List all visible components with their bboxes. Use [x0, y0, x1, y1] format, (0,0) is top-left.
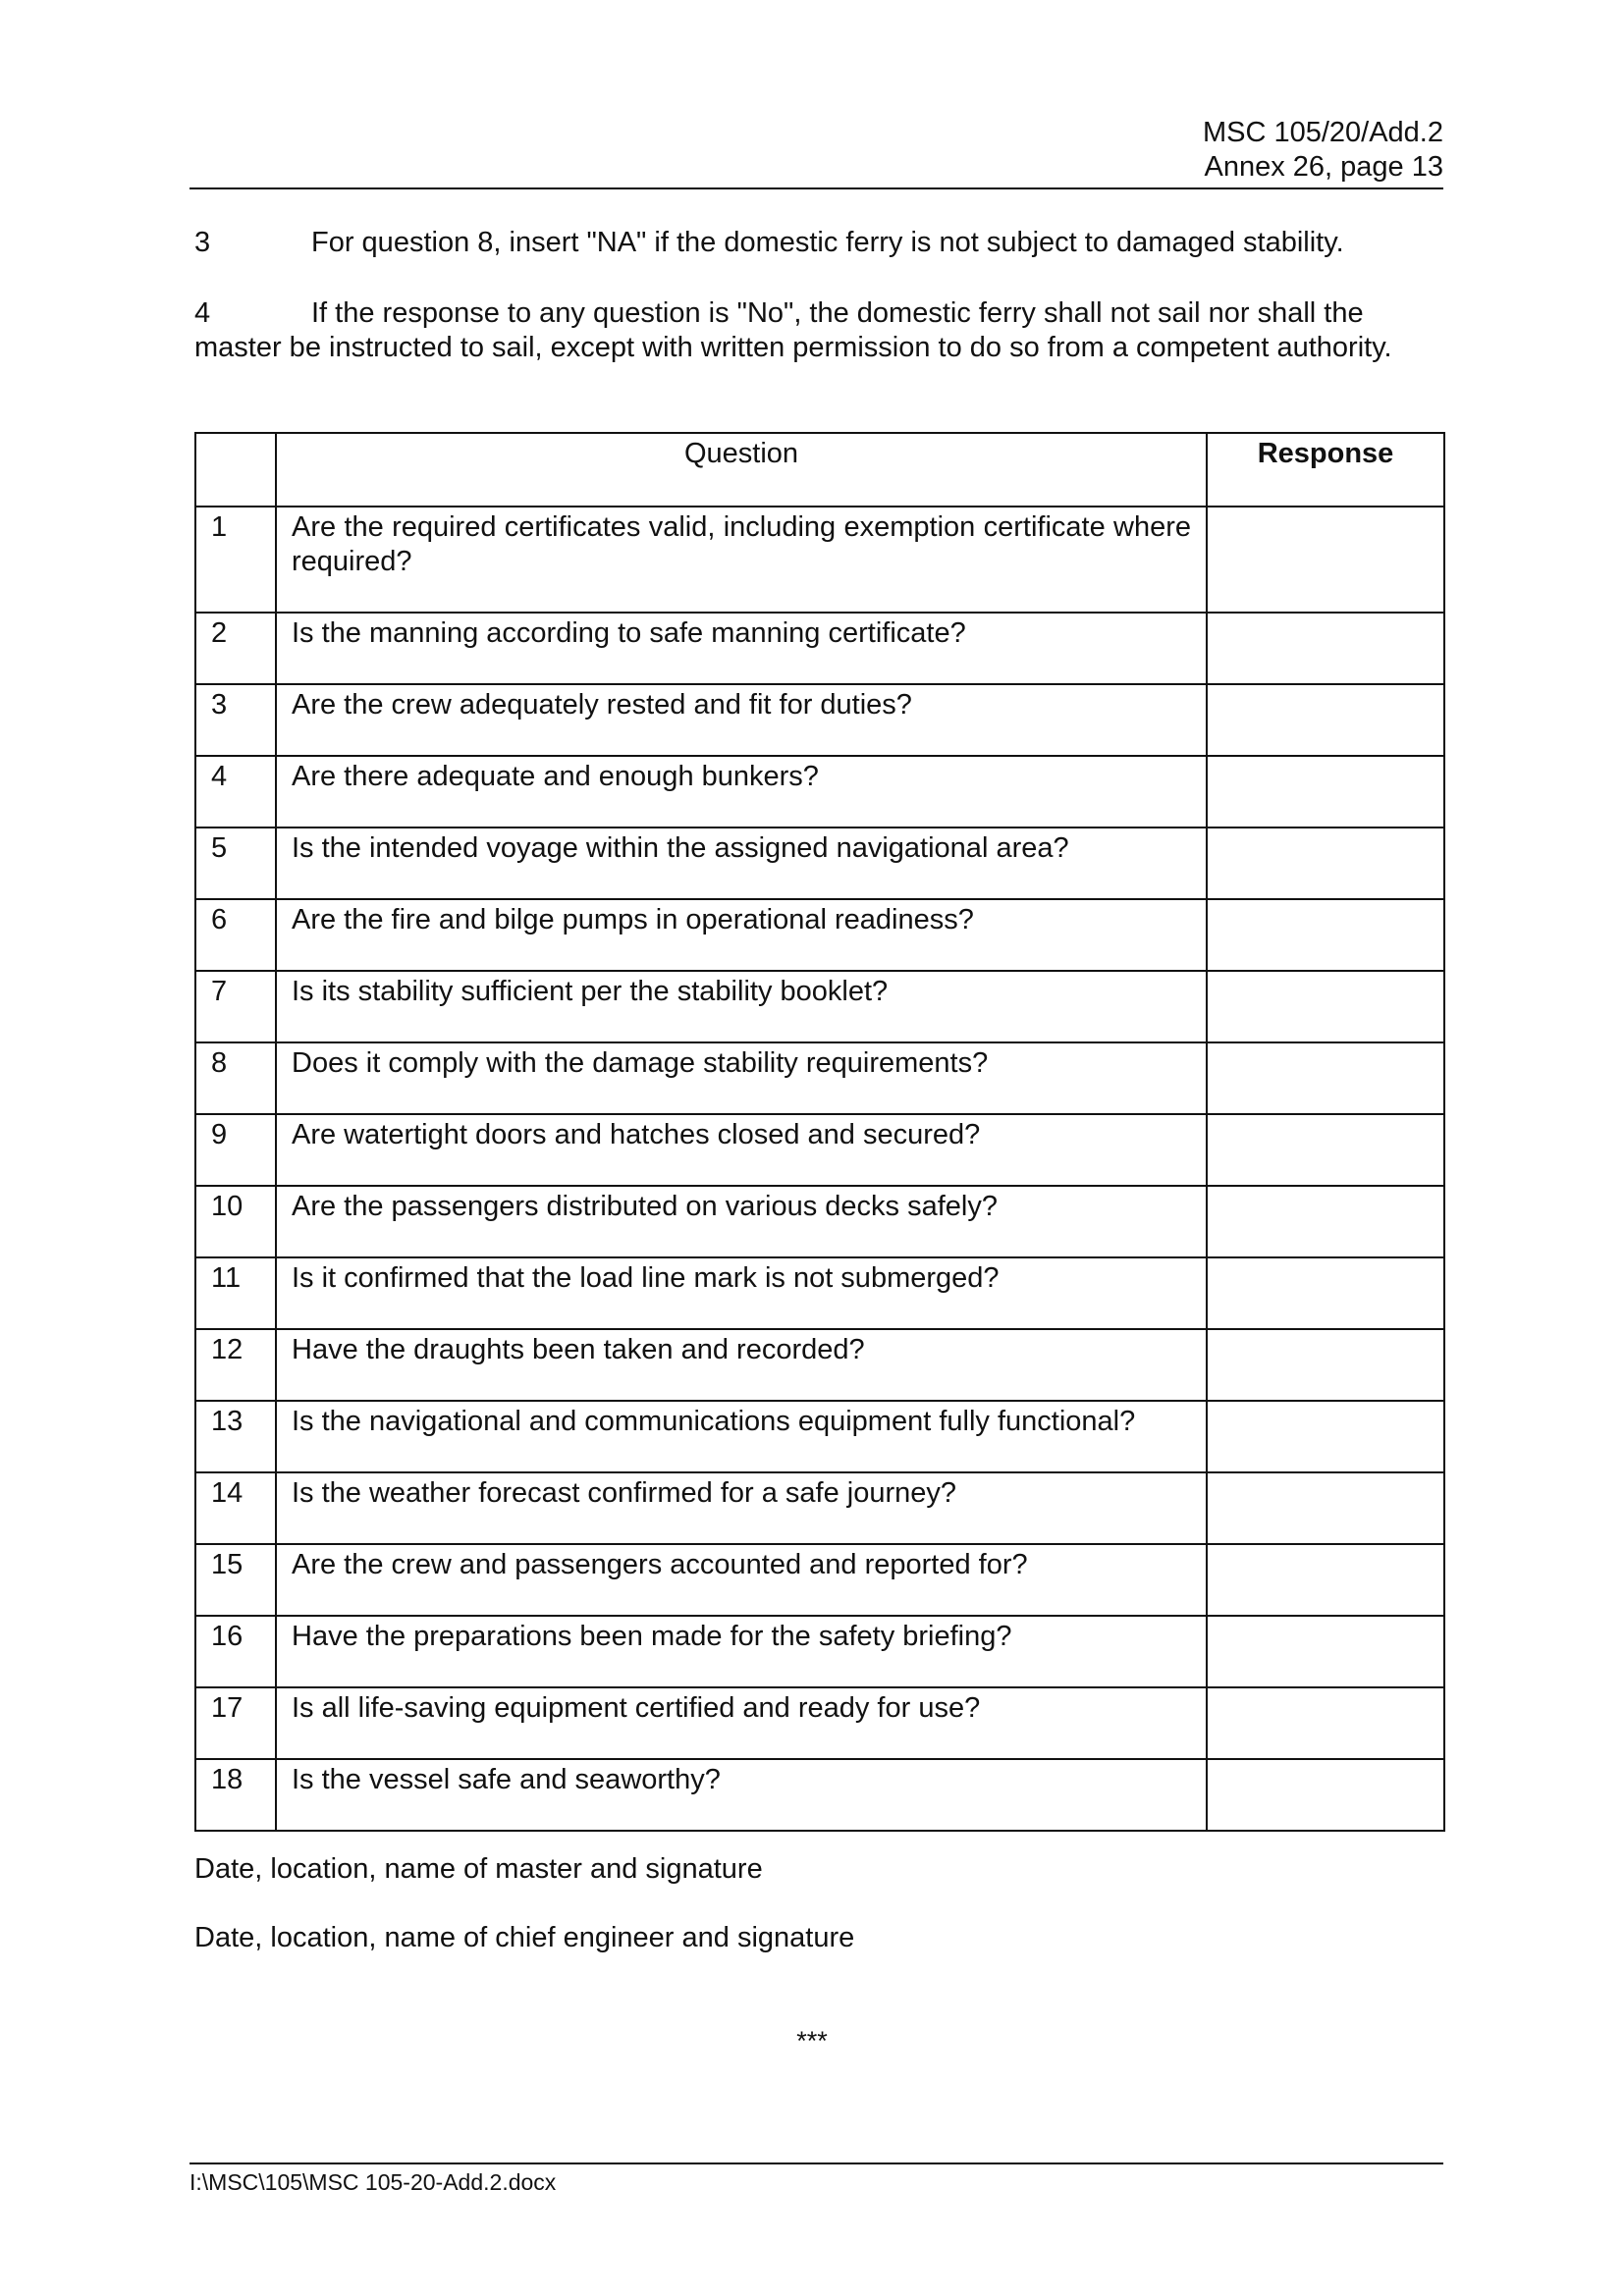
question-number: 9: [195, 1114, 276, 1186]
question-text: Is the manning according to safe manning certificate?: [276, 613, 1207, 684]
number-column-header: [195, 433, 276, 507]
question-number: 17: [195, 1687, 276, 1759]
question-text: Are watertight doors and hatches closed and secured?: [276, 1114, 1207, 1186]
table-row: [195, 1042, 1444, 1114]
response-cell[interactable]: [1207, 1401, 1444, 1472]
master-signature-line: Date, location, name of master and signature: [194, 1853, 763, 1885]
table-row: [195, 1544, 1444, 1616]
table-row: [195, 1257, 1444, 1329]
end-separator: ***: [796, 2026, 828, 2056]
chief-engineer-signature-line: Date, location, name of chief engineer and signature: [194, 1922, 855, 1953]
table-row: [195, 1616, 1444, 1687]
question-number: 10: [195, 1186, 276, 1257]
question-text: Are there adequate and enough bunkers?: [276, 756, 1207, 828]
response-cell[interactable]: [1207, 1114, 1444, 1186]
question-text: Are the passengers distributed on various decks safely?: [276, 1186, 1207, 1257]
question-text: Have the preparations been made for the safety briefing?: [276, 1616, 1207, 1687]
question-text: Is the weather forecast confirmed for a safe journey?: [276, 1472, 1207, 1544]
question-text: Have the draughts been taken and recorded?: [276, 1329, 1207, 1401]
response-cell[interactable]: [1207, 828, 1444, 899]
question-number: 8: [195, 1042, 276, 1114]
question-number: 18: [195, 1759, 276, 1831]
question-text: Is the intended voyage within the assigned navigational area?: [276, 828, 1207, 899]
response-cell[interactable]: [1207, 613, 1444, 684]
question-column-header: Question: [276, 433, 1207, 507]
table-row: [195, 828, 1444, 899]
response-cell[interactable]: [1207, 899, 1444, 971]
question-number: 1: [195, 507, 276, 613]
response-cell[interactable]: [1207, 756, 1444, 828]
table-row: [195, 1759, 1444, 1831]
response-cell[interactable]: [1207, 507, 1444, 613]
table-row: [195, 507, 1444, 613]
response-cell[interactable]: [1207, 1329, 1444, 1401]
response-cell[interactable]: [1207, 684, 1444, 756]
question-number: 2: [195, 613, 276, 684]
question-number: 13: [195, 1401, 276, 1472]
response-cell[interactable]: [1207, 1042, 1444, 1114]
question-text: Are the crew adequately rested and fit for duties?: [276, 684, 1207, 756]
table-row: [195, 1186, 1444, 1257]
annex-page-label: Annex 26, page 13: [1204, 151, 1443, 183]
page-header: [189, 116, 1443, 185]
question-text: Are the fire and bilge pumps in operational readiness?: [276, 899, 1207, 971]
response-cell[interactable]: [1207, 1186, 1444, 1257]
header-divider: [189, 187, 1443, 189]
footer-divider: [189, 2163, 1443, 2164]
response-cell[interactable]: [1207, 1472, 1444, 1544]
response-column-header: Response: [1207, 433, 1444, 507]
question-number: 7: [195, 971, 276, 1042]
table-row: [195, 1114, 1444, 1186]
paragraph-text: If the response to any question is "No", the domestic ferry shall not sail nor shall the master be instructed to sail, except with written permission to do so from a competent authority.: [194, 297, 1392, 363]
question-text: Is its stability sufficient per the stability booklet?: [276, 971, 1207, 1042]
response-cell[interactable]: [1207, 971, 1444, 1042]
paragraph-3: [194, 226, 1443, 260]
question-number: 12: [195, 1329, 276, 1401]
question-number: 11: [195, 1257, 276, 1329]
paragraph-text: For question 8, insert "NA" if the domestic ferry is not subject to damaged stability.: [311, 227, 1344, 258]
table-row: [195, 684, 1444, 756]
table-row: [195, 1401, 1444, 1472]
response-cell[interactable]: [1207, 1759, 1444, 1831]
question-number: 3: [195, 684, 276, 756]
document-reference: MSC 105/20/Add.2: [1202, 117, 1443, 148]
question-number: 15: [195, 1544, 276, 1616]
question-number: 5: [195, 828, 276, 899]
question-text: Does it comply with the damage stability requirements?: [276, 1042, 1207, 1114]
question-number: 14: [195, 1472, 276, 1544]
table-header-row: [195, 433, 1444, 507]
table-row: [195, 1472, 1444, 1544]
question-text: Are the crew and passengers accounted and reported for?: [276, 1544, 1207, 1616]
question-text: Is the vessel safe and seaworthy?: [276, 1759, 1207, 1831]
table-row: [195, 613, 1444, 684]
question-number: 16: [195, 1616, 276, 1687]
paragraph-4: [194, 296, 1443, 365]
response-cell[interactable]: [1207, 1616, 1444, 1687]
response-cell[interactable]: [1207, 1687, 1444, 1759]
question-number: 4: [195, 756, 276, 828]
paragraph-number: 3: [194, 227, 211, 258]
file-path: I:\MSC\105\MSC 105-20-Add.2.docx: [189, 2169, 557, 2195]
question-text: Is the navigational and communications equipment fully functional?: [276, 1401, 1207, 1472]
paragraph-number: 4: [194, 297, 211, 329]
question-text: Is all life-saving equipment certified and ready for use?: [276, 1687, 1207, 1759]
question-text: Are the required certificates valid, including exemption certificate where required?: [276, 507, 1207, 613]
response-cell[interactable]: [1207, 1257, 1444, 1329]
table-row: [195, 971, 1444, 1042]
table-row: [195, 1687, 1444, 1759]
table-row: [195, 1329, 1444, 1401]
table-row: [195, 899, 1444, 971]
pre-departure-checklist-table: [194, 432, 1445, 1832]
question-number: 6: [195, 899, 276, 971]
table-row: [195, 756, 1444, 828]
response-cell[interactable]: [1207, 1544, 1444, 1616]
question-text: Is it confirmed that the load line mark is not submerged?: [276, 1257, 1207, 1329]
